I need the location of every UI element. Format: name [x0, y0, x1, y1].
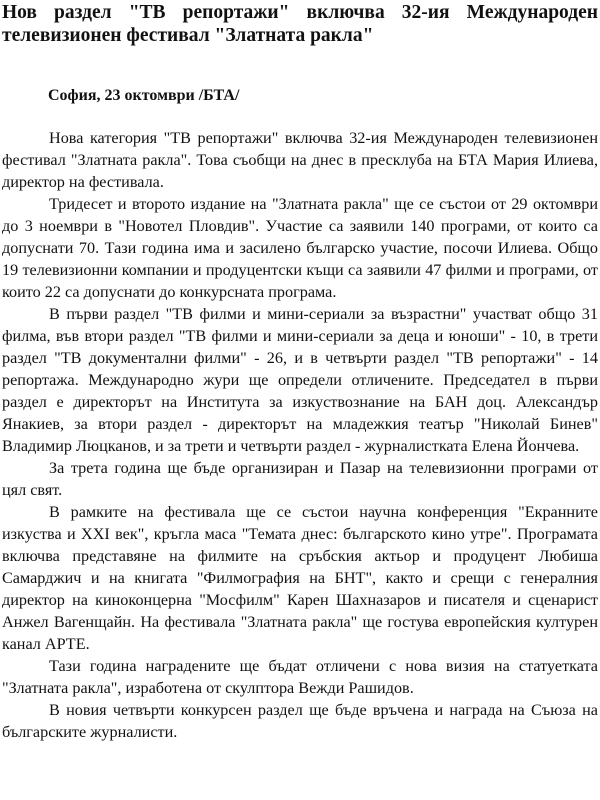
- paragraph: Тридесет и второто издание на "Златната ракла" ще се състои от 29 октомври до 3 ноември в "Новотел Пловдив". Участие са заявили 140 програми, от които са допуснати 70. Тази година има и засилено българско участие, посочи Илиева. Общо 19 телевизионни компании и продуцентски къщи са заявили 47 филми и програми, от които 22 са допуснати до конкурсната програма.: [2, 195, 598, 301]
- paragraph: Нова категория "ТВ репортажи" включва 32-ия Международен телевизионен фестивал "Златната ракла". Това съобщи на днес в пресклуба на БТА Мария Илиева, директор на фестивала.: [2, 129, 598, 191]
- article-title: Нов раздел "ТВ репортажи" включва 32-ия Международен телевизионен фестивал "Златната ракла": [2, 2, 598, 46]
- paragraph: В първи раздел "ТВ филми и мини-сериали за възрастни" участват общо 31 филма, във втори раздел "ТВ филми и мини-сериали за деца и юноши" - 10, в трети раздел "ТВ документални филми" - 26, и в четвърти раздел "ТВ репортажи" - 14 репортажа. Международно жури ще определи отличените. Председател в първи раздел е директорът на Института за изкуствознание на БАН доц. Александър Янакиев, за втори раздел - директорът на младежкия театър "Николай Бинев" Владимир Люцканов, и за трети и четвърти раздел - журналистката Елена Йончева.: [2, 305, 598, 455]
- article-body: [2, 127, 598, 743]
- paragraph: За трета година ще бъде организиран и Пазар на телевизионни програми от цял свят.: [2, 459, 598, 499]
- paragraph: Тази година наградените ще бъдат отличени с нова визия на статуетката "Златната ракла", изработена от скулптора Вежди Рашидов.: [2, 657, 598, 697]
- article-dateline: София, 23 октомври /БТА/: [48, 87, 240, 104]
- paragraph: В новия четвърти конкурсен раздел ще бъде връчена и награда на Съюза на българските журналисти.: [2, 701, 598, 741]
- paragraph: В рамките на фестивала ще се състои научна конференция "Екранните изкуства и XXI век", кръгла маса "Темата днес: българското кино утре". Програмата включва представяне на филмите на сръбския актьор и продуцент Любиша Самарджич и на книгата "Филмография на БНТ", както и срещи с генералния директор на киноконцерна "Мосфилм" Карен Шахназаров и писателя и сценарист Анжел Вагенщайн. На фестивала "Златната ракла" ще гостува европейския културен канал АРТЕ.: [2, 503, 598, 653]
